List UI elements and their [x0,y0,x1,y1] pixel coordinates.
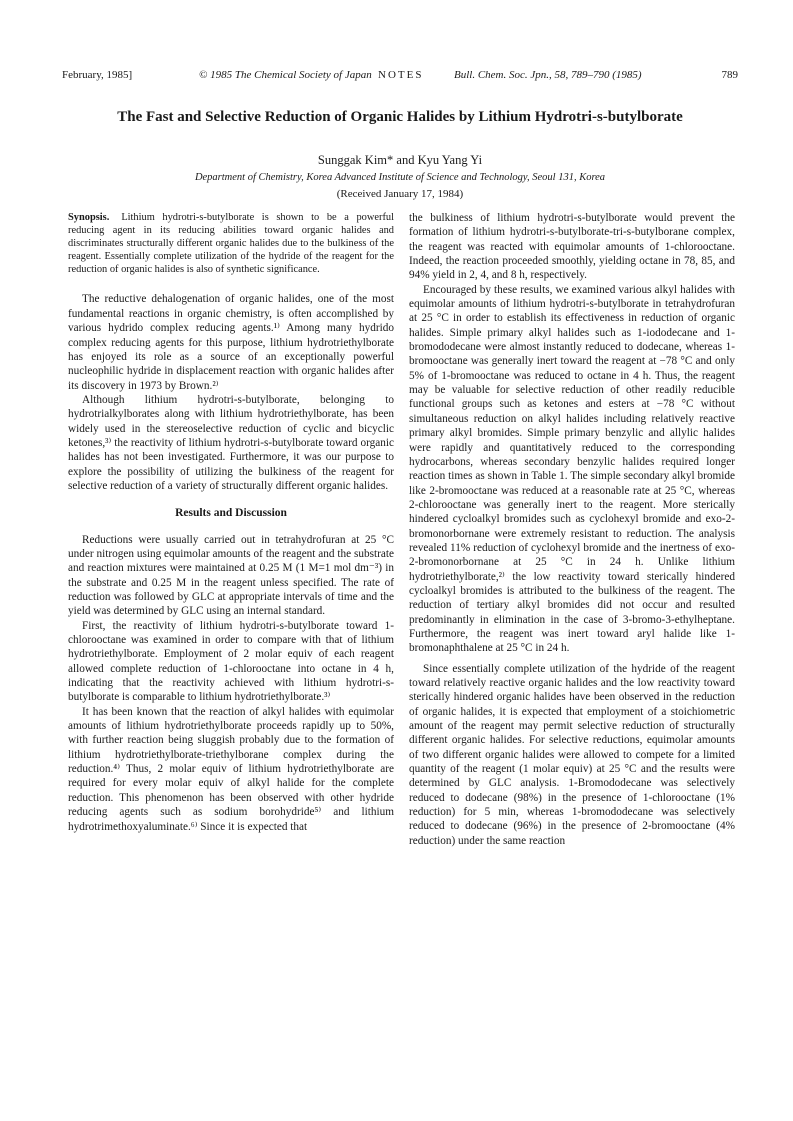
header-copyright: © 1985 The Chemical Society of Japan [199,69,372,81]
right-column [409,211,735,848]
right-paragraph-3: Since essentially complete utilization of the hydride of the reagent toward relatively reactive organic halides and the low reactivity toward sterically hindered organic halides have been observed in the reduction of organic halides, it is expected that employment of a stoichiometric amount of the reagent may permit selective reduction of structurally different organic halides. For selective reductions, equimolar amounts of two different organic halides were allowed to compete for a limited quantity of the reagent (1 molar equiv) at 25 °C and the results were determined by GLC analysis. 1-Bromododecane was selectively reduced to dodecane (98%) in the presence of 1-chlorooctane (1% reduction) for 5 min, whereas 1-bromododecane was selectively reduced to dodecane (96%) in the presence of 2-bromooctane (4% reduction) under the same reaction [409,662,735,847]
header-section: NOTES [378,69,424,81]
section-heading: Results and Discussion [175,507,287,520]
results-paragraph-1: Reductions were usually carried out in tetrahydrofuran at 25 °C under nitrogen using equimolar amounts of the reagent and the substrate and reaction mixtures were maintained at 0.25 M (1 M=1 mol dm⁻³) in the substrate and 0.25 M in the reagent unless specified. The rate of reduction was followed by GLC at appropriate intervals of time and the yield was determined by GLC using an internal standard. [68,533,394,618]
synopsis-text: Lithium hydrotri-s-butylborate is shown to be a powerful reducing agent in its reducing abilities toward organic halides and discriminates structurally different organic halides due to the bulkiness of the reagent. Essentially complete utilization of the hydride of the reagent for the reduction of organic halides is also of synthetic significance. [68,212,394,276]
article-authors: Sunggak Kim* and Kyu Yang Yi [317,153,483,167]
left-column [68,211,394,834]
running-header [62,69,738,87]
article-title: The Fast and Selective Reduction of Organic Halides by Lithium Hydrotri-s-butylborate [117,109,683,125]
right-paragraph-1: the bulkiness of lithium hydrotri-s-butylborate would prevent the formation of lithium hydrotri-s-butylborate-tri-s-butylborane complex, the reagent was reacted with equimolar amounts of 1-chlorooctane. Indeed, the reaction proceeded smoothly, yielding octane in 78, 85, and 94% yield in 2, 4, and 8 h, respectively. [409,212,735,282]
header-citation: Bull. Chem. Soc. Jpn., 58, 789–790 (1985) [454,69,642,81]
received-date: (Received January 17, 1984) [336,188,464,200]
intro-paragraph-1: The reductive dehalogenation of organic halides, one of the most fundamental reactions in organic chemistry, is often accomplished by various hydrido complex reducing agents.¹⁾ Among many hydrido complex reducing agents for this purpose, lithium hydrotriethylborate has enjoyed its role as a source of an exceptionally powerful nucleophilic hydride in displacement reaction with organic halides after its discovery in 1973 by Brown.²⁾ [68,293,394,392]
intro-paragraph-2: Although lithium hydrotri-s-butylborate, belonging to hydrotrialkylborates along with lithium hydrotriethylborate, has been widely used in the stereoselective reduction of cyclic and bicyclic ketones,³⁾ the reactivity of lithium hydrotri-s-butylborate toward organic halides has not been investigated. Furthermore, it was our purpose to explore the possibility of utilizing the bulkiness of the reagent for selective reduction of a variety of structurally different organic halides. [68,393,394,492]
right-paragraph-2: Encouraged by these results, we examined various alkyl halides with equimolar amounts of lithium hydrotri-s-butylborate in tetrahydrofuran at 25 °C in order to establish its effectiveness in reduction of organic halides. Simple primary alkyl halides such as 1-iododecane and 1-bromododecane were almost instantly reduced to dodecane, whereas 1-bromooctane was generally inert toward the reagent at −78 °C and only 5% of 1-bromooctane was reduced to octane in 4 h. Thus, the reagent may be valuable for selective reduction of other readily reducible functional groups such as ketones and esters at −78 °C without simultaneous reduction on alkyl halides including relatively reactive primary alkyl bromides. Simple primary benzylic and allylic halides were rapidly and quantitatively reduced to the corresponding hydrocarbons, whereas secondary benzylic halides required longer reaction times as shown in Table 1. The simple secondary alkyl bromide like 2-bromooctane was reduced at a reasonable rate at 25 °C, whereas 2-chlorooctane was generally inert to the reagent. More sterically hindered cycloalkyl bromides such as cyclohexyl bromide and exo-2-bromonorbornane were extremely resistant to reduction. The analysis revealed 11% reduction of cyclohexyl bromide and the inertness of exo-2-bromonorbornane at 25 °C in 24 h. Unlike lithium hydrotriethylborate,²⁾ the low reactivity toward sterically hindered cycloalkyl bromides is attributed to the bulkiness of the reagent. The reduction of tertiary alkyl bromides did not occur and resulted predominantly in elimination in the case of 3-bromo-3-ethylheptane. Furthermore, the reagent was inert toward aryl halide like 1-bromonaphthalene at 25 °C in 24 h. [409,283,735,655]
header-date: February, 1985] [62,69,133,81]
results-paragraph-2: First, the reactivity of lithium hydrotri-s-butylborate toward 1-chlorooctane was examined in order to compare with that of lithium hydrotriethylborate. Employment of 2 molar equiv of each reagent allowed complete reduction of 1-chlorooctane into octane in 4 h, indicating that the reactivity achieved with lithium hydrotri-s-butylborate is comparable to lithium hydrotriethylborate.³⁾ [68,619,394,704]
synopsis-label: Synopsis. [68,212,110,223]
page-number: 789 [721,69,738,81]
author-affiliation: Department of Chemistry, Korea Advanced Institute of Science and Technology, Seoul 131, Korea [194,172,606,183]
results-paragraph-3: It has been known that the reaction of alkyl halides with equimolar amounts of lithium hydrotriethylborate proceeds rapidly up to 50%, with further reaction being sluggish probably due to the formation of lithium hydrotriethylborate-triethylborane complex during the reduction.⁴⁾ Thus, 2 molar equiv of lithium hydrotriethylborate are required for every molar equiv of alkyl halide for the complete reduction. This phenomenon has been observed with other hydride reducing agents such as sodium borohydride⁵⁾ and lithium hydrotrimethoxyaluminate.⁶⁾ Since it is expected that [68,705,394,833]
synopsis [68,211,394,276]
